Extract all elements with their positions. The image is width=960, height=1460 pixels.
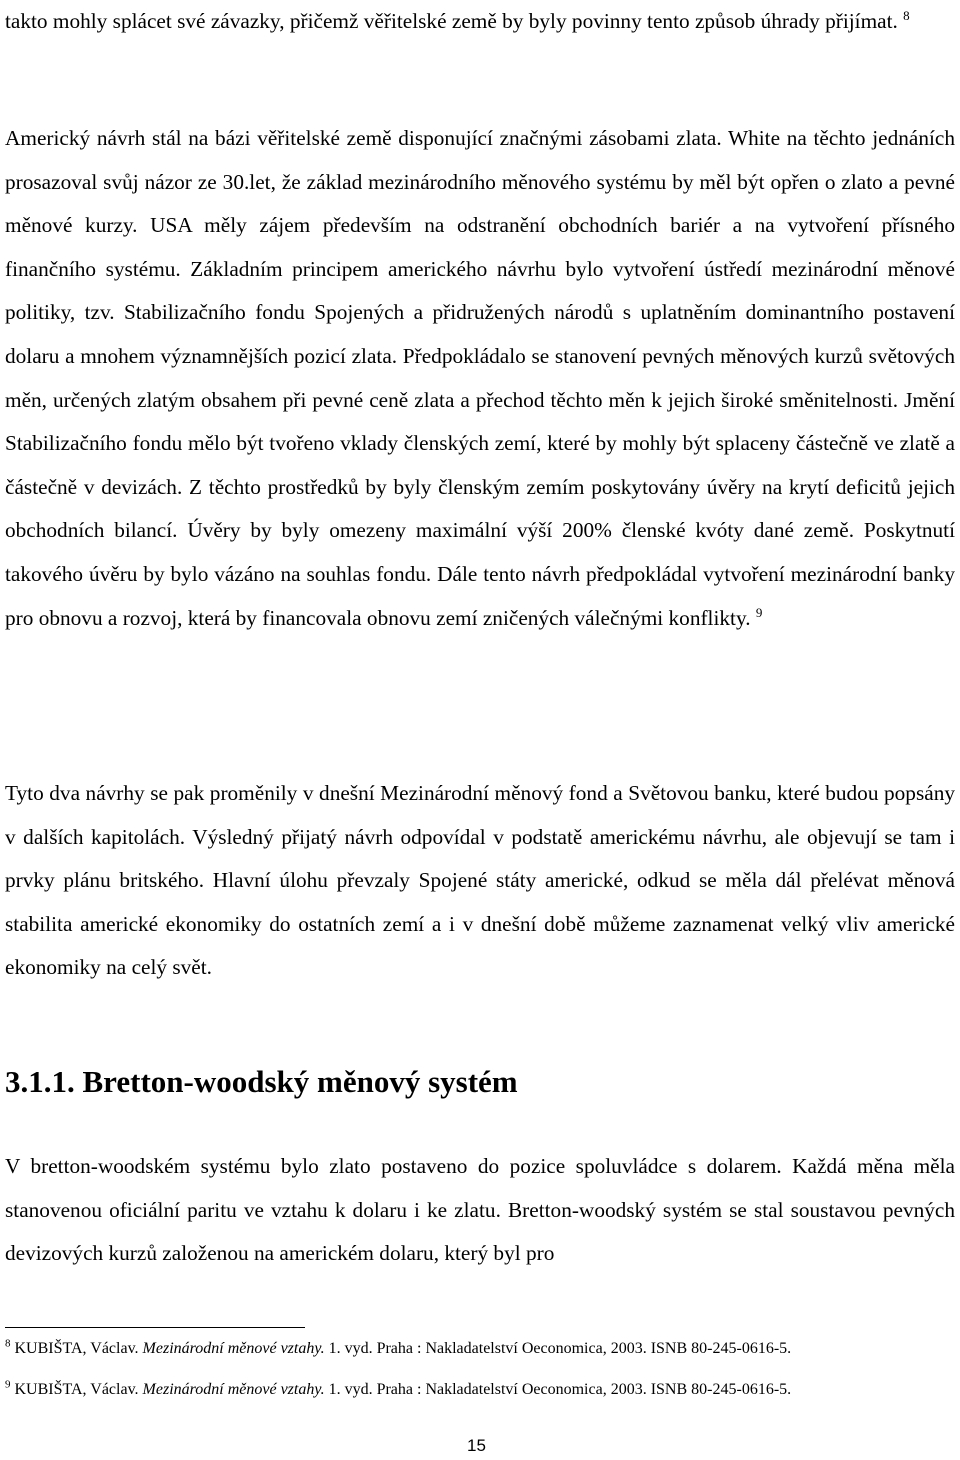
paragraph-text: Tyto dva návrhy se pak proměnily v dnešní Mezinárodní měnový fond a Světovou banku, které budou popsány v dalších kapitolách. Výsledný přijatý návrh odpovídal v podstatě americkému návrhu, ale objevují se tam i prvky plánu britského. Hlavní úlohu převzaly Spojené státy americké, odkud se měla dál přelévat měnová stabilita americké ekonomiky do ostatních zemí a i v dnešní době můžeme zaznamenat velký vliv americké ekonomiky na celý svět. (5, 781, 955, 980)
body-paragraph (5, 1145, 955, 1276)
footnote-number: 9 (5, 1378, 11, 1391)
paragraph-text: V bretton-woodském systému bylo zlato postaveno do pozice spoluvládce s dolarem. Každá měna měla stanovenou oficiální paritu ve vztahu k dolaru i ke zlatu. Bretton-woodský systém se stal soustavou pevných devizových kurzů založenou na americkém dolaru, který byl pro (5, 1154, 955, 1266)
footnote-details: 1. vyd. Praha : Nakladatelství Oeconomica, 2003. ISNB 80-245-0616-5. (328, 1381, 792, 1398)
body-paragraph (5, 772, 955, 990)
footnote (5, 1380, 945, 1399)
footnote-author: KUBIŠTA, Václav. (14, 1340, 139, 1357)
document-page (5, 0, 955, 1460)
footnote (5, 1339, 945, 1358)
footnote-number: 8 (5, 1337, 11, 1350)
footnote-details: 1. vyd. Praha : Nakladatelství Oeconomica, 2003. ISNB 80-245-0616-5. (328, 1340, 792, 1357)
paragraph-text: Americký návrh stál na bázi věřitelské země disponující značnými zásobami zlata. White na těchto jednáních prosazoval svůj názor ze 30.let, že základ mezinárodního měnového systému by měl být opřen o zlato a pevné měnové kurzy. USA měly zájem především na odstranění obchodních bariér a na vytvoření přísného finančního systému. Základním principem amerického návrhu bylo vytvoření ústředí mezinárodní měnové politiky, tzv. Stabilizačního fondu Spojených a přidružených národů s uplatněním dominantního postavení dolaru a mnohem významnějších pozicí zlata. Předpokládalo se stanovení pevných měnových kurzů světových měn, určených zlatým obsahem při pevné ceně zlata a přechod těchto měn k jejich široké směnitelnosti. Jmění Stabilizačního fondu mělo být tvořeno vklady členských zemí, které by mohly být splaceny částečně ve zlatě a částečně v devizách. Z těchto prostředků by byly členským zemím poskytovány úvěry na krytí deficitů jejich obchodních bilancí. Úvěry by byly omezeny maximální výší 200% členské kvóty dané země. Poskytnutí takového úvěru by bylo vázáno na souhlas fondu. Dále tento návrh předpokládal vytvoření mezinárodní banky pro obnovu a rozvoj, která by financovala obnovu zemí zničených válečnými konflikty. (5, 126, 955, 630)
body-paragraph (5, 0, 955, 44)
footnote-author: KUBIŠTA, Václav. (14, 1381, 139, 1398)
paragraph-text: takto mohly splácet své závazky, přičemž věřitelské země by byly povinny tento způsob úhrady přijímat. (5, 9, 898, 33)
section-heading: 3.1.1. Bretton-woodský měnový systém (5, 1064, 518, 1099)
footnote-reference[interactable]: 8 (903, 7, 910, 23)
body-paragraph (5, 117, 955, 640)
footnote-title: Mezinárodní měnové vztahy. (142, 1381, 325, 1398)
footnote-divider (5, 1327, 305, 1328)
footnote-title: Mezinárodní měnové vztahy. (142, 1340, 325, 1357)
page-number: 15 (467, 1436, 486, 1455)
footnote-reference[interactable]: 9 (755, 604, 763, 620)
